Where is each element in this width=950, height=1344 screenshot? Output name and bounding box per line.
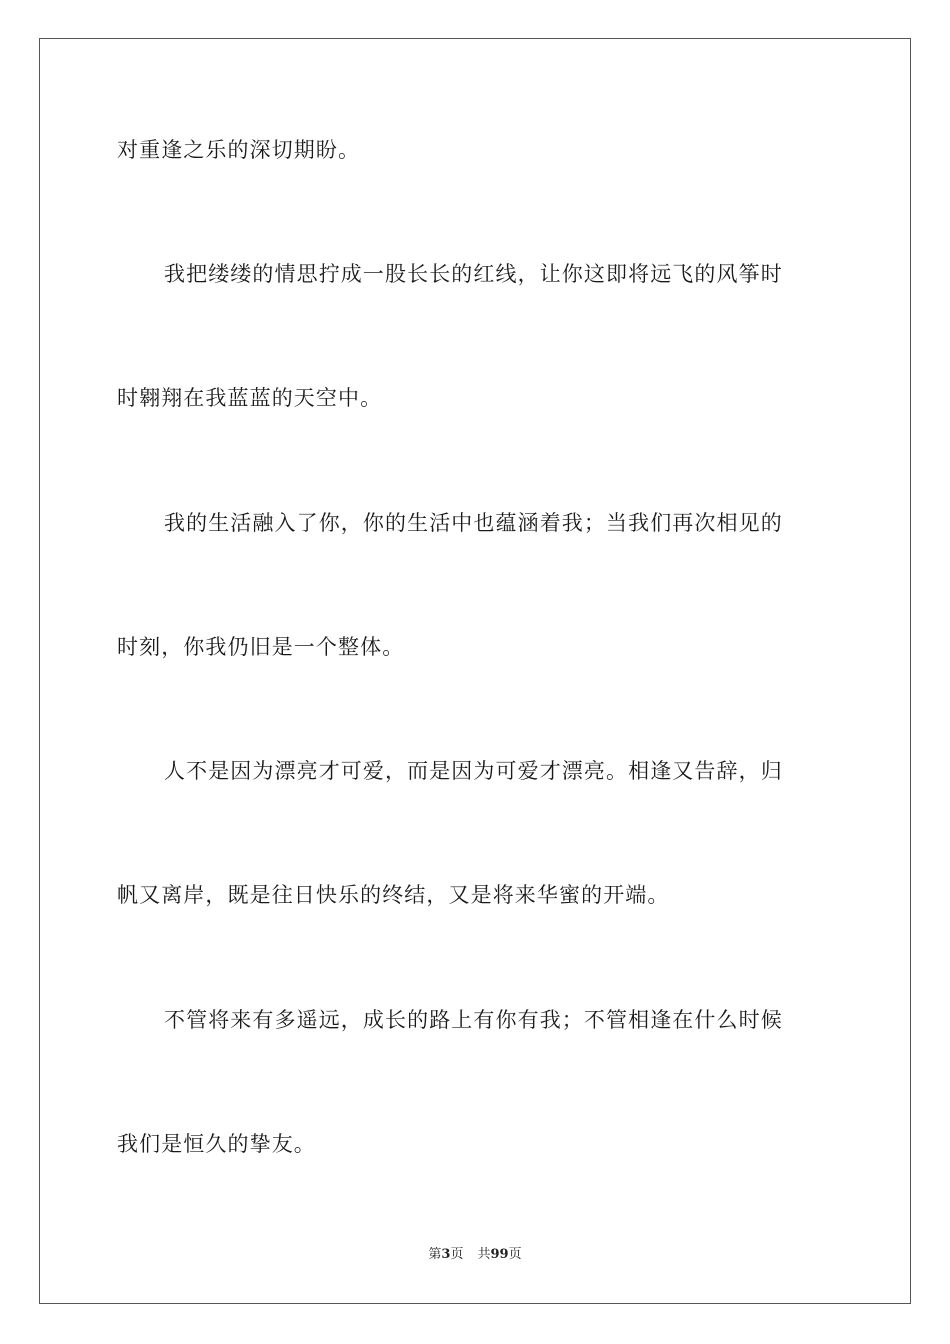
- page-suffix: 页: [450, 1247, 464, 1262]
- page-footer: [0, 1246, 950, 1264]
- page-border: [39, 38, 911, 1304]
- page-prefix: 第: [428, 1247, 442, 1262]
- paragraph-line: 帆又离岸，既是往日快乐的终结，又是将来华蜜的开端。: [117, 883, 670, 907]
- paragraph-line: 我把缕缕的情思拧成一股长长的红线，让你这即将远飞的风筝时: [164, 262, 783, 286]
- paragraph-line: 时刻，你我仍旧是一个整体。: [117, 635, 405, 659]
- paragraph-line: 对重逢之乐的深切期盼。: [117, 138, 361, 162]
- paragraph-line: 不管将来有多遥远，成长的路上有你有我；不管相逢在什么时候: [164, 1008, 783, 1032]
- paragraph-line: 我的生活融入了你，你的生活中也蕴涵着我；当我们再次相见的: [164, 511, 783, 535]
- paragraph-line: 我们是恒久的挚友。: [117, 1132, 316, 1156]
- page-number: 3: [441, 1247, 451, 1262]
- total-pages: 99: [490, 1247, 509, 1262]
- paragraph-line: 时翱翔在我蓝蓝的天空中。: [117, 386, 383, 410]
- total-prefix: 共: [477, 1247, 491, 1262]
- paragraph-line: 人不是因为漂亮才可爱，而是因为可爱才漂亮。相逢又告辞，归: [164, 759, 783, 783]
- total-suffix: 页: [508, 1247, 522, 1262]
